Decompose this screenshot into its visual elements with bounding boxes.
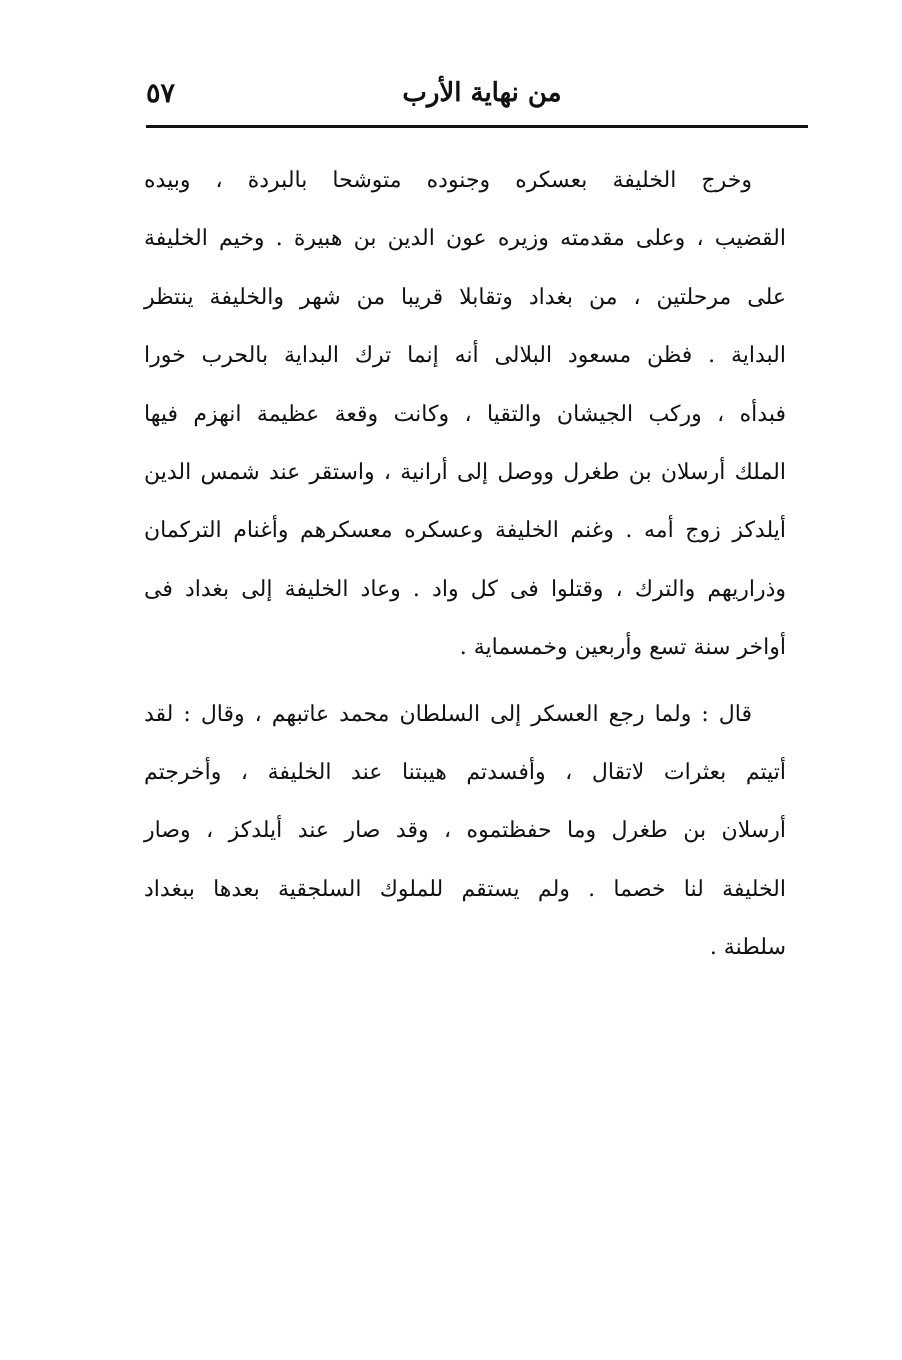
body-text	[144, 152, 786, 977]
paragraph-2	[144, 686, 786, 978]
text-line: الملك أرسلان بن طغرل ووصل إلى أرانية ، واستقر عند شمس الدين	[144, 459, 786, 485]
text-line: القضيب ، وعلى مقدمته وزيره عون الدين بن هبيرة . وخيم الخليفة	[144, 226, 786, 252]
paragraph-1	[144, 152, 786, 678]
page-number: ٥٧	[146, 78, 176, 109]
text-line: أواخر سنة تسع وأربعين وخمسماية .	[459, 635, 786, 661]
text-line: فبدأه ، وركب الجيشان والتقيا ، وكانت وقعة عظيمة انهزم فيها	[144, 401, 786, 427]
text-line: الخليفة لنا خصما . ولم يستقم للملوك السلجقية بعدها ببغداد	[144, 876, 786, 902]
text-line: قال : ولما رجع العسكر إلى السلطان محمد عاتبهم ، وقال : لقد	[144, 701, 752, 727]
text-line: أرسلان بن طغرل وما حفظتموه ، وقد صار عند أيلدكز ، وصار	[144, 818, 786, 844]
text-line: وخرج الخليفة بعسكره وجنوده متوشحا بالبردة ، وبيده	[144, 168, 752, 193]
page-header	[140, 72, 810, 128]
header-rule	[146, 125, 808, 128]
paragraph-gap	[144, 678, 786, 686]
text-line: سلطنة .	[709, 935, 786, 961]
running-title: من نهاية الأرب	[402, 78, 562, 108]
text-line: أيلدكز زوج أمه . وغنم الخليفة وعسكره معسكرهم وأغنام التركمان	[144, 518, 786, 544]
text-line: وذراريهم والترك ، وقتلوا فى كل واد . وعاد الخليفة إلى بغداد فى	[144, 576, 786, 602]
text-line: أتيتم بعثرات لاتقال ، وأفسدتم هيبتنا عند الخليفة ، وأخرجتم	[144, 759, 786, 785]
text-line: على مرحلتين ، من بغداد وتقابلا قريبا من شهر والخليفة ينتظر	[144, 284, 786, 310]
text-line: البداية . فظن مسعود البلالى أنه إنما ترك البداية بالحرب خورا	[144, 343, 786, 369]
